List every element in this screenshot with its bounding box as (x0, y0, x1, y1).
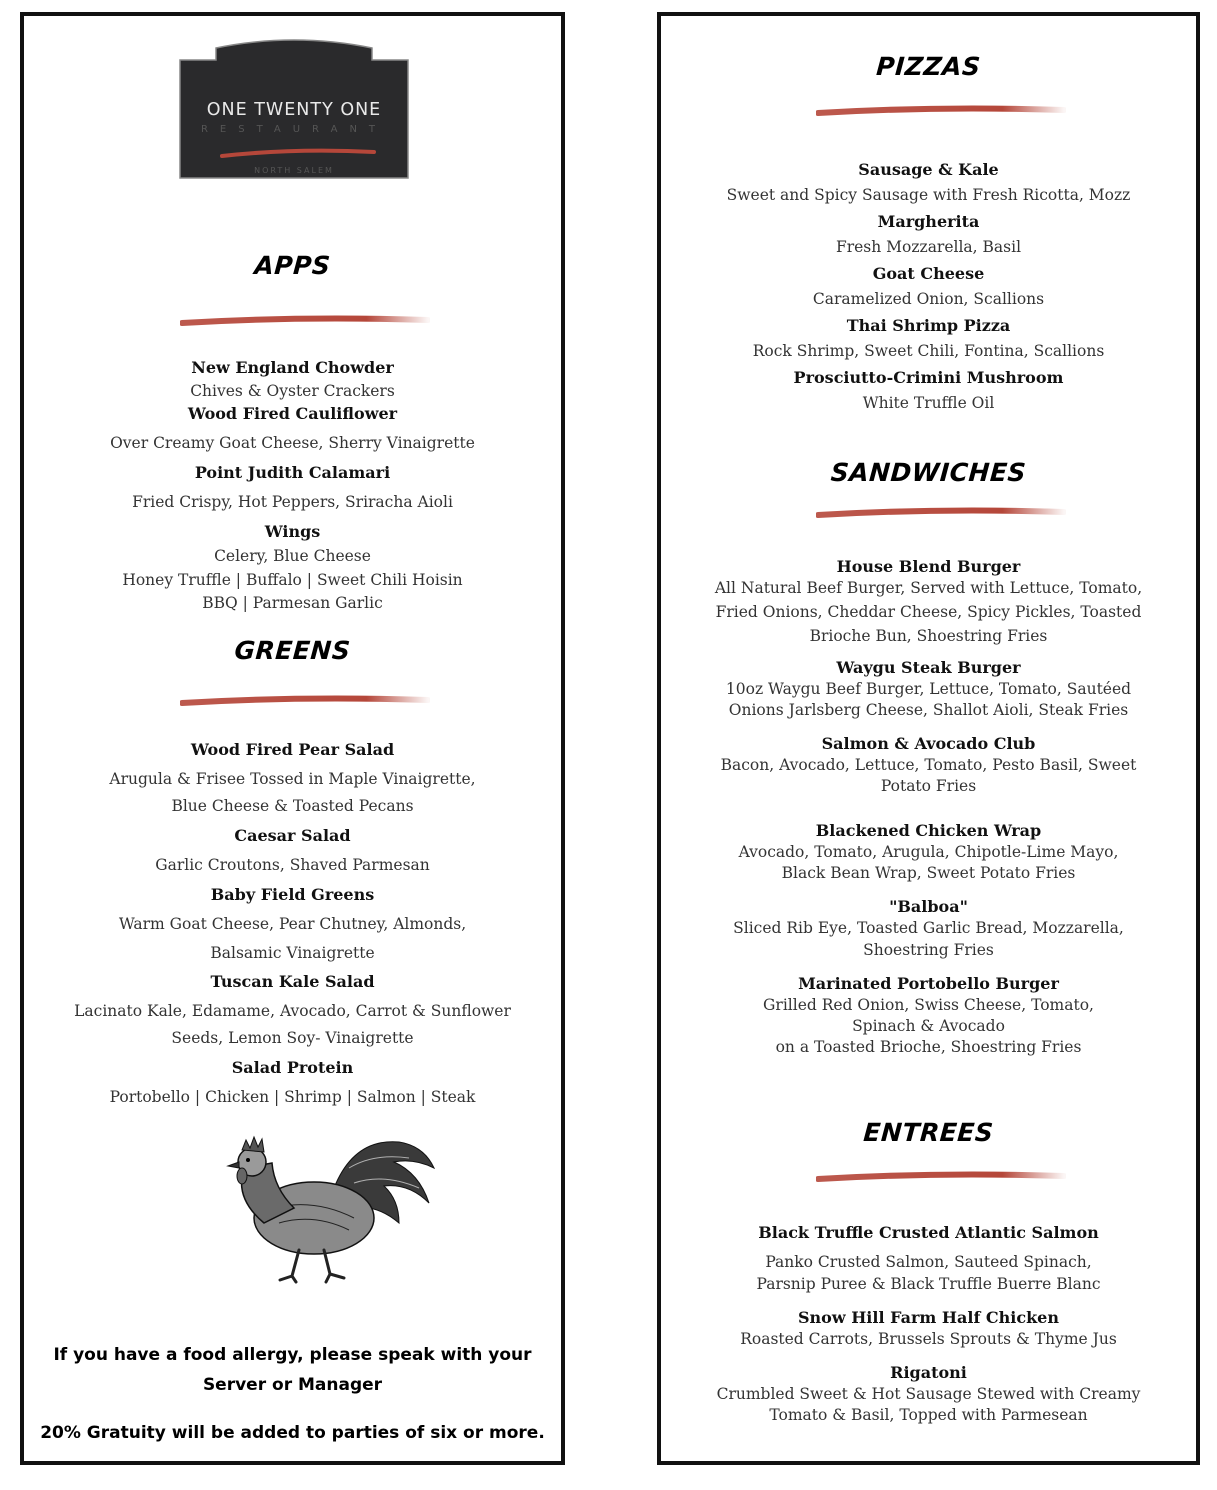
menu-item-desc: Brioche Bun, Shoestring Fries (809, 627, 1048, 645)
menu-item-desc: BBQ | Parmesan Garlic (202, 594, 383, 612)
menu-item-desc: Bacon, Avocado, Lettuce, Tomato, Pesto Basil, Sweet (720, 756, 1137, 774)
allergy-notice-line2: Server or Manager (202, 1375, 383, 1395)
menu-item-name: Baby Field Greens (210, 885, 375, 904)
menu-item-desc: Celery, Blue Cheese (214, 547, 371, 565)
menu-item-name: Wood Fired Pear Salad (190, 740, 395, 759)
greens-brush-divider (180, 694, 430, 708)
menu-item-name: Sausage & Kale (858, 160, 999, 179)
menu-item-desc: Balsamic Vinaigrette (210, 944, 375, 962)
menu-item-desc: Avocado, Tomato, Arugula, Chipotle-Lime Mayo, (738, 843, 1119, 861)
menu-item-desc: White Truffle Oil (862, 394, 995, 412)
pizzas-brush-divider (816, 104, 1066, 118)
menu-item-name: Rigatoni (890, 1363, 967, 1382)
entrees-heading: ENTREES (862, 1118, 995, 1147)
entrees-brush-divider (816, 1170, 1066, 1184)
menu-item-name: Salmon & Avocado Club (821, 734, 1036, 753)
menu-item-desc: Grilled Red Onion, Swiss Cheese, Tomato, (763, 996, 1094, 1014)
menu-item-desc: Roasted Carrots, Brussels Sprouts & Thyme Jus (740, 1330, 1117, 1348)
menu-item-desc: Over Creamy Goat Cheese, Sherry Vinaigrette (110, 434, 475, 452)
menu-item-desc: Shoestring Fries (863, 941, 994, 959)
menu-item-desc: Seeds, Lemon Soy- Vinaigrette (171, 1029, 414, 1047)
right-menu-panel (657, 12, 1200, 1465)
menu-item-desc: Onions Jarlsberg Cheese, Shallot Aioli, Steak Fries (728, 701, 1129, 719)
menu-item-name: Prosciutto-Crimini Mushroom (793, 368, 1064, 387)
menu-item-name: Salad Protein (231, 1058, 354, 1077)
sandwiches-brush-divider (816, 506, 1066, 520)
menu-item-desc: All Natural Beef Burger, Served with Lettuce, Tomato, (714, 579, 1143, 597)
menu-item-desc: Arugula & Frisee Tossed in Maple Vinaigrette, (109, 770, 476, 788)
menu-item-desc: Spinach & Avocado (852, 1017, 1005, 1035)
menu-item-name: Wood Fired Cauliflower (187, 404, 398, 423)
menu-item-desc: Tomato & Basil, Topped with Parmesean (769, 1406, 1088, 1424)
menu-item-desc: Blue Cheese & Toasted Pecans (171, 797, 414, 815)
sandwiches-heading: SANDWICHES (829, 458, 1028, 487)
allergy-notice-line1: If you have a food allergy, please speak with your (53, 1345, 532, 1365)
logo-subtitle: RESTAURANT (200, 124, 388, 135)
left-menu-panel (20, 12, 565, 1465)
menu-item-desc: Caramelized Onion, Scallions (812, 290, 1045, 308)
menu-item-desc: Portobello | Chicken | Shrimp | Salmon | Steak (109, 1088, 476, 1106)
menu-item-desc: on a Toasted Brioche, Shoestring Fries (775, 1038, 1082, 1056)
menu-item-desc: Fresh Mozzarella, Basil (835, 238, 1022, 256)
menu-item-desc: Lacinato Kale, Edamame, Avocado, Carrot & Sunflower (74, 1002, 511, 1020)
menu-item-desc: Sliced Rib Eye, Toasted Garlic Bread, Mozzarella, (733, 919, 1124, 937)
menu-item-desc: Warm Goat Cheese, Pear Chutney, Almonds, (118, 915, 467, 933)
menu-item-name: Tuscan Kale Salad (210, 972, 375, 991)
greens-heading: GREENS (233, 636, 352, 665)
menu-item-name: Marinated Portobello Burger (798, 974, 1059, 993)
pizzas-heading: PIZZAS (875, 52, 982, 81)
menu-item-desc: Honey Truffle | Buffalo | Sweet Chili Hoisin (122, 571, 463, 589)
menu-item-name: Goat Cheese (872, 264, 985, 283)
menu-item-desc: Crumbled Sweet & Hot Sausage Stewed with Creamy (716, 1385, 1141, 1403)
logo-name: ONE TWENTY ONE (206, 100, 382, 120)
menu-item-name: Point Judith Calamari (194, 463, 391, 482)
menu-item-name: New England Chowder (191, 358, 394, 377)
menu-item-name: Wings (264, 522, 321, 541)
menu-item-name: House Blend Burger (836, 557, 1021, 576)
menu-item-name: Black Truffle Crusted Atlantic Salmon (758, 1223, 1099, 1242)
menu-item-desc: Fried Crispy, Hot Peppers, Sriracha Aioli (132, 493, 453, 511)
menu-item-name: Blackened Chicken Wrap (815, 821, 1042, 840)
menu-item-desc: Black Bean Wrap, Sweet Potato Fries (781, 864, 1076, 882)
menu-item-name: Waygu Steak Burger (836, 658, 1021, 677)
rooster-illustration (184, 1128, 454, 1288)
restaurant-logo (176, 38, 412, 180)
menu-item-name: "Balboa" (889, 897, 968, 916)
apps-brush-divider (180, 314, 430, 328)
menu-item-desc: Chives & Oyster Crackers (190, 382, 395, 400)
menu-item-name: Margherita (877, 212, 980, 231)
menu-item-name: Caesar Salad (234, 826, 351, 845)
menu-item-desc: Garlic Croutons, Shaved Parmesan (155, 856, 430, 874)
apps-heading: APPS (253, 251, 332, 280)
menu-item-desc: Fried Onions, Cheddar Cheese, Spicy Pickles, Toasted (715, 603, 1142, 621)
gratuity-notice: 20% Gratuity will be added to parties of six or more. (40, 1423, 545, 1443)
menu-item-desc: Parsnip Puree & Black Truffle Buerre Blanc (756, 1275, 1101, 1293)
menu-item-desc: Rock Shrimp, Sweet Chili, Fontina, Scallions (752, 342, 1105, 360)
logo-location: NORTH SALEM (254, 166, 334, 175)
menu-item-desc: Panko Crusted Salmon, Sauteed Spinach, (765, 1253, 1092, 1271)
menu-item-name: Snow Hill Farm Half Chicken (797, 1308, 1059, 1327)
menu-item-desc: Sweet and Spicy Sausage with Fresh Ricotta, Mozz (726, 186, 1131, 204)
menu-item-desc: Potato Fries (880, 777, 977, 795)
menu-item-desc: 10oz Waygu Beef Burger, Lettuce, Tomato, Sautéed (725, 680, 1132, 698)
menu-item-name: Thai Shrimp Pizza (846, 316, 1011, 335)
